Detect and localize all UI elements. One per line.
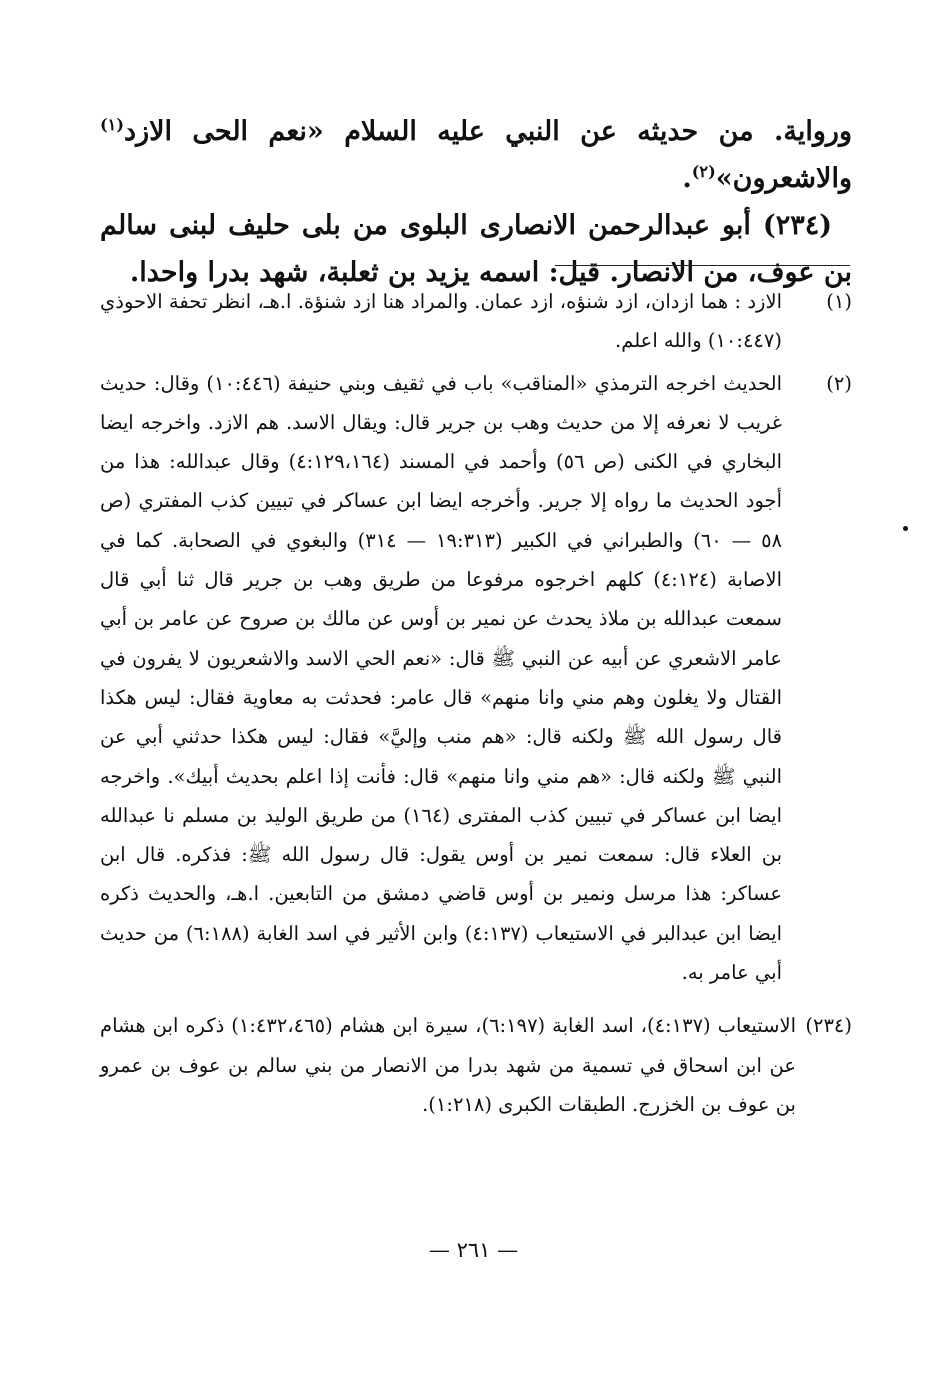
page-number: — ٢٦١ — xyxy=(428,1238,519,1262)
margin-dot xyxy=(903,526,908,531)
footnote-ref-2[interactable]: (٢) xyxy=(691,162,716,181)
main-line-1 xyxy=(100,108,852,202)
footnote-2 xyxy=(100,364,852,993)
main-line-1-part-a: ورواية. من حديثه عن النبي عليه السلام «نعم الحى الازد xyxy=(124,116,852,147)
footnote-1-number: (١) xyxy=(826,290,852,313)
footnote-2-text: الحديث اخرجه الترمذي «المناقب» باب في ثقيف وبني حنيفة (١٠:٤٤٦) وقال: حديث غريب لا نعرفه إلا من حديث وهب بن جرير قال: ويقال الاسد. هم الازد. واخرجه ايضا البخاري في الكنى (ص ٥٦) وأحمد في المسند (٤:١٢٩،١٦٤) وقال عبدالله: هذا من أجود الحديث ما رواه إلا جرير. وأخرجه ايضا ابن عساكر في تبيين كذب المفتري (ص ٥٨ — ٦٠) والطبراني في الكبير (١٩:٣١٣ — ٣١٤) والبغوي في الصحابة. كما في الاصابة (٤:١٢٤) كلهم اخرجوه مرفوعا من طريق وهب بن جرير قال ثنا أبي قال سمعت عبدالله بن ملاذ يحدث عن نمير بن أوس عن مالك بن صروح عن عامر بن أبي عامر الاشعري عن أبيه عن النبي ﷺ قال: «نعم الحي الاسد والاشعريون لا يفرون في القتال ولا يغلون وهم مني وانا منهم» قال عامر: فحدثت به معاوية فقال: ليس هكذا قال رسول الله ﷺ ولكنه قال: «هم منب وإليَّ» فقال: ليس هكذا حدثني أبي عن النبي ﷺ ولكنه قال: «هم مني وانا منهم» قال: فأنت إذا اعلم بحديث أبيك». واخرجه ايضا ابن عساكر في تبيين كذب المفترى (١٦٤) من طريق الوليد بن مسلم نا عبدالله بن العلاء قال: سمعت نمير بن أوس يقول: قال رسول الله ﷺ: فذكره. قال ابن عساكر: هذا مرسل ونمير بن أوس قاضي دمشق من التابعين. ا.هـ، والحديث ذكره ايضا ابن عبدالبر في الاستيعاب (٤:١٣٧) وابن الأثير في اسد الغابة (٦:١٨٨) من حديث أبي عامر به. xyxy=(100,371,783,985)
footnote-ref-1[interactable]: (١) xyxy=(100,115,125,134)
footnote-2-number: (٢) xyxy=(826,371,852,395)
footnote-1-text: الازد : هما ازدان، ازد شنؤه، ازد عمان. والمراد هنا ازد شنؤة. ا.هـ، انظر تحفة الاحوذي (١٠:٤٤٧) والله اعلم. xyxy=(100,290,782,353)
bio-note-text: الاستيعاب (٤:١٣٧)، اسد الغابة (٦:١٩٧)، سيرة ابن هشام (١:٤٣٢،٤٦٥) ذكره ابن هشام عن ابن اسحاق في تسمية من شهد بدرا من الانصار من بني سالم بن عوف بن عمرو بن عوف بن الخزرج. الطبقات الكبرى (١:٢١٨). xyxy=(100,1014,796,1116)
entry-234: (٢٣٤) أبو عبدالرحمن الانصارى البلوى من بلى حليف لبنى سالم بن عوف، من الانصار. قيل: اسمه يزيد بن ثعلبة، شهد بدرا واحدا. xyxy=(100,210,852,288)
footnotes xyxy=(100,282,852,1127)
main-line-1-part-b: والاشعرون» xyxy=(715,163,852,194)
footnote-1 xyxy=(100,282,852,361)
bio-note-234 xyxy=(100,1006,852,1124)
bio-note-number: (٢٣٤) xyxy=(805,1014,852,1038)
footnote-separator xyxy=(555,265,850,266)
main-text xyxy=(100,108,852,296)
main-line-1-part-c: . xyxy=(682,163,692,194)
